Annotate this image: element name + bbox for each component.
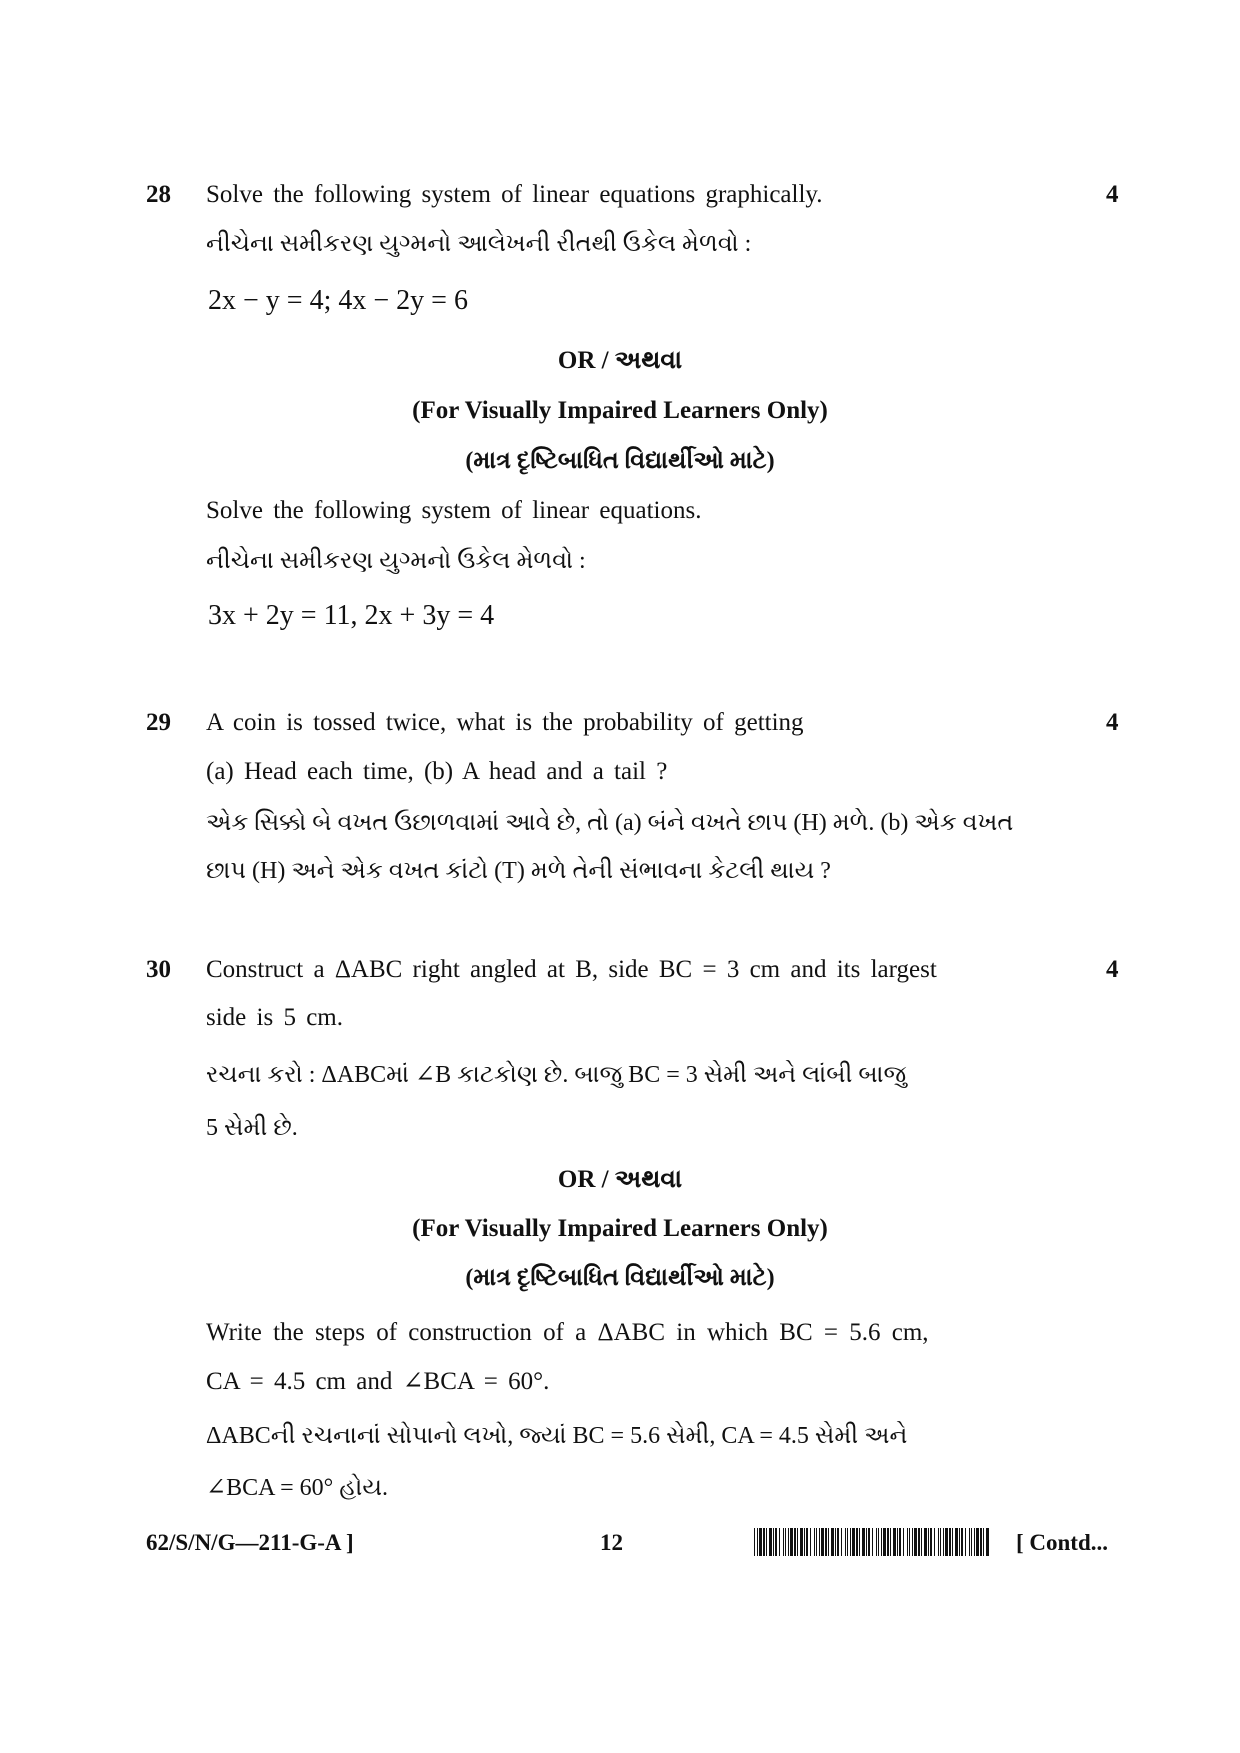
question-28-equations: 2x − y = 4; 4x − 2y = 6 [208, 285, 468, 316]
barcode-bar [887, 1528, 889, 1556]
barcode-bar [828, 1528, 829, 1556]
barcode-bar [862, 1528, 865, 1556]
question-30-number: 30 [146, 956, 171, 983]
question-29-number: 29 [146, 709, 171, 736]
barcode-bar [856, 1528, 858, 1556]
barcode-bar [775, 1528, 777, 1556]
question-29-text-en-line2: (a) Head each time, (b) A head and a tail ? [206, 758, 668, 785]
barcode-bar [952, 1528, 953, 1556]
barcode-bar [976, 1528, 979, 1556]
barcode-bar [924, 1528, 927, 1556]
question-29-marks: 4 [1106, 709, 1119, 736]
barcode-bar [890, 1528, 891, 1556]
barcode-bar [903, 1528, 904, 1556]
barcode-bar [918, 1528, 920, 1556]
barcode-bar [754, 1528, 755, 1556]
barcode-bar [759, 1528, 762, 1556]
question-28-alt-equations: 3x + 2y = 11, 2x + 3y = 4 [208, 600, 495, 631]
barcode-bar [983, 1528, 984, 1556]
question-28-or-divider: OR / અથવા [557, 347, 683, 374]
barcode-bar [955, 1528, 958, 1556]
barcode-bar [847, 1528, 848, 1556]
barcode-bar [974, 1528, 975, 1556]
barcode-bar [821, 1528, 824, 1556]
barcode-bar [971, 1528, 972, 1556]
barcode-bar [965, 1528, 966, 1556]
barcode-bar [938, 1528, 939, 1556]
question-30-vi-heading-en: (For Visually Impaired Learners Only) [412, 1215, 828, 1242]
barcode-bar [800, 1528, 803, 1556]
barcode-bar [897, 1528, 898, 1556]
barcode-bar [914, 1528, 917, 1556]
footer-paper-code: 62/S/N/G—211-G-A ] [146, 1530, 354, 1555]
question-30-alt-text-gu-line1: ΔABCની રચનાનાં સોપાનો લખો, જ્યાં BC = 5.6 સેમી, CA = 4.5 સેમી અને [206, 1423, 908, 1449]
barcode-bar [825, 1528, 827, 1556]
barcode-bar [899, 1528, 901, 1556]
question-28-text-gu: નીચેના સમીકરણ યુગ્મનો આલેખની રીતથી ઉકેલ મેળવો : [206, 231, 752, 257]
barcode-bar [841, 1528, 842, 1556]
question-30-marks: 4 [1106, 956, 1119, 983]
barcode-bar [819, 1528, 820, 1556]
question-30-text-en-line1: Construct a ΔABC right angled at B, side BC = 3 cm and its largest [206, 956, 937, 983]
barcode-bar [806, 1528, 808, 1556]
barcode-bar [783, 1528, 784, 1556]
barcode-bar [930, 1528, 932, 1556]
barcode-bar [866, 1528, 867, 1556]
barcode-bar [986, 1528, 989, 1556]
barcode-bar [757, 1528, 758, 1556]
barcode-bar [845, 1528, 846, 1556]
barcode-bar [928, 1528, 929, 1556]
barcode-bar [835, 1528, 836, 1556]
barcode-bar [883, 1528, 886, 1556]
question-30-alt-text-gu-line2: ∠BCA = 60° હોય. [206, 1475, 388, 1501]
question-28-vi-heading-gu: (માત્ર દૃષ્ટિબાધિત વિદ્યાર્થીઓ માટે) [465, 448, 775, 474]
barcode-bar [961, 1528, 963, 1556]
barcode-image [754, 1528, 990, 1556]
question-29-text-gu-line1: એક સિક્કો બે વખત ઉછાળવામાં આવે છે, તો (a) બંને વખતે છાપ (H) મળે. (b) એક વખત [206, 810, 1014, 836]
question-30-vi-heading-gu: (માત્ર દૃષ્ટિબાધિત વિદ્યાર્થીઓ માટે) [465, 1265, 775, 1291]
barcode-bar [945, 1528, 948, 1556]
barcode-bar [868, 1528, 870, 1556]
barcode-bar [881, 1528, 882, 1556]
barcode-bar [969, 1528, 970, 1556]
barcode-bar [943, 1528, 944, 1556]
barcode-bar [794, 1528, 796, 1556]
barcode-bar [837, 1528, 839, 1556]
barcode-bar [940, 1528, 941, 1556]
barcode-bar [872, 1528, 873, 1556]
question-28-alt-text-en: Solve the following system of linear equations. [206, 497, 702, 524]
barcode-bar [790, 1528, 793, 1556]
barcode-bar [810, 1528, 811, 1556]
barcode-bar [788, 1528, 789, 1556]
barcode-bar [763, 1528, 765, 1556]
barcode-bar [779, 1528, 780, 1556]
footer-contd: [ Contd... [1016, 1530, 1109, 1555]
question-29-text-gu-line2: છાપ (H) અને એક વખત કાંટો (T) મળે તેની સંભાવના કેટલી થાય ? [206, 858, 831, 884]
question-30-text-en-line2: side is 5 cm. [206, 1004, 343, 1031]
barcode-bar [852, 1528, 855, 1556]
question-30-alt-text-en-line2: CA = 4.5 cm and ∠BCA = 60°. [206, 1368, 550, 1395]
footer-page-number: 12 [600, 1530, 623, 1555]
barcode-bar [959, 1528, 960, 1556]
barcode-bar [949, 1528, 951, 1556]
question-30-alt-text-en-line1: Write the steps of construction of a ΔABC in which BC = 5.6 cm, [206, 1319, 929, 1346]
barcode-bar [909, 1528, 910, 1556]
barcode-bar [804, 1528, 805, 1556]
barcode-bar [773, 1528, 774, 1556]
barcode-bar [859, 1528, 860, 1556]
barcode-bar [878, 1528, 879, 1556]
barcode-bar [893, 1528, 896, 1556]
barcode-bar [850, 1528, 851, 1556]
question-28-marks: 4 [1106, 181, 1119, 208]
barcode-bar [907, 1528, 908, 1556]
barcode-bar [921, 1528, 922, 1556]
barcode-bar [785, 1528, 786, 1556]
question-28-alt-text-gu: નીચેના સમીકરણ યુગ્મનો ઉકેલ મેળવો : [206, 548, 586, 574]
question-30-or-divider: OR / અથવા [557, 1166, 683, 1193]
question-30-text-gu-line2: 5 સેમી છે. [206, 1115, 298, 1141]
question-28-vi-heading-en: (For Visually Impaired Learners Only) [412, 397, 828, 424]
question-30-text-gu-line1: રચના કરો : ΔABCમાં ∠B કાટકોણ છે. બાજુ BC = 3 સેમી અને લાંબી બાજુ [206, 1062, 907, 1088]
barcode-bar [816, 1528, 817, 1556]
barcode-bar [934, 1528, 935, 1556]
barcode-bar [831, 1528, 834, 1556]
barcode-bar [876, 1528, 877, 1556]
question-28-text-en: Solve the following system of linear equations graphically. [206, 181, 823, 208]
question-28-number: 28 [146, 181, 171, 208]
barcode-bar [797, 1528, 798, 1556]
barcode-bar [769, 1528, 772, 1556]
barcode-bar [912, 1528, 913, 1556]
barcode-bar [814, 1528, 815, 1556]
barcode-bar [980, 1528, 982, 1556]
question-29-text-en-line1: A coin is tossed twice, what is the probability of getting [206, 709, 804, 736]
barcode-bar [766, 1528, 767, 1556]
